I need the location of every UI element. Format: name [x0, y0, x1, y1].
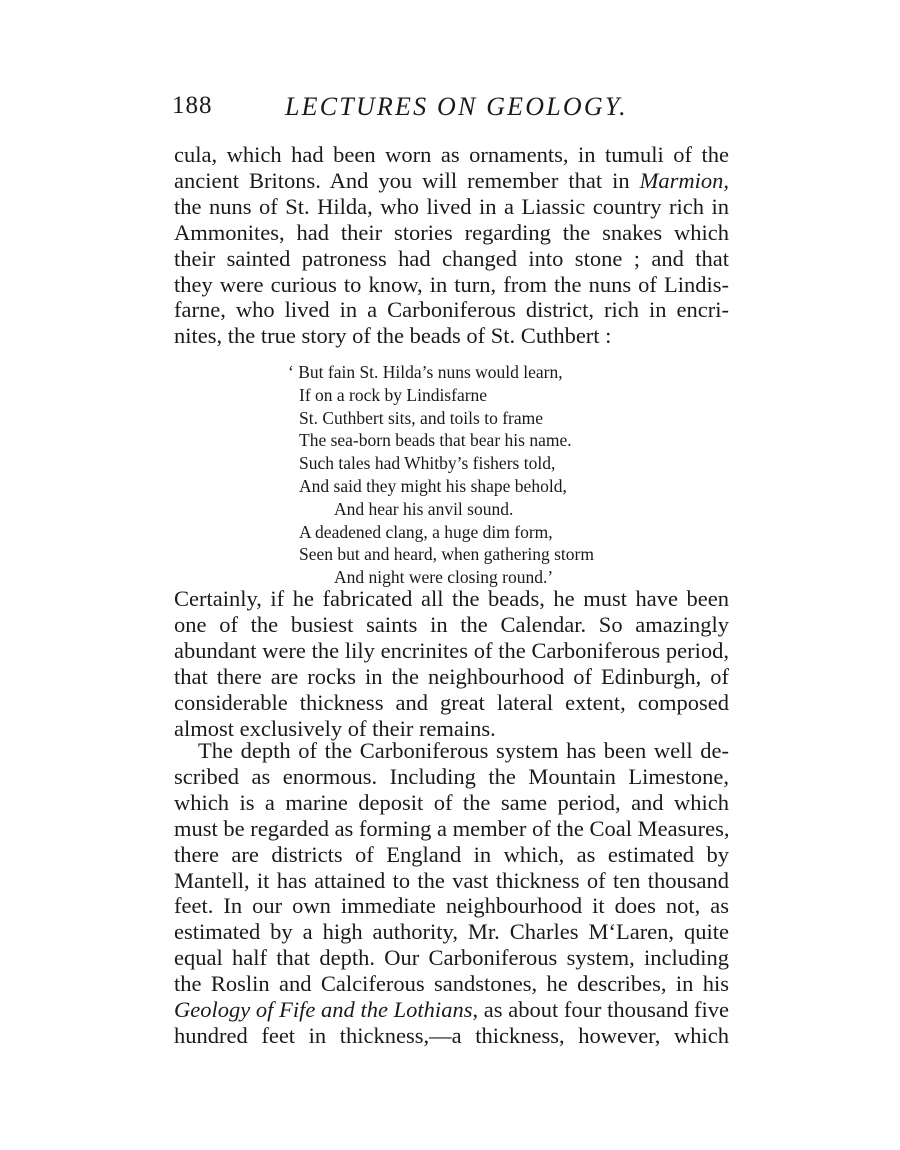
verse-line: The sea-born beads that bear his name. [299, 430, 572, 451]
verse-line: St. Cuthbert sits, and toils to frame [299, 407, 544, 428]
verse-quotation [288, 361, 688, 589]
text-line: hundred feet in thickness,—a thickness, however, which [174, 1022, 729, 1048]
text-line: the nuns of St. Hilda, who lived in a Liassic country rich in [174, 193, 729, 219]
text-line [174, 997, 729, 1023]
text-line: the Roslin and Calciferous sandstones, he describes, in his [174, 971, 729, 997]
verse-line: ‘ But fain St. Hilda’s nuns would learn, [288, 362, 563, 382]
text-line: must be regarded as forming a member of the Coal Measures, [174, 815, 730, 841]
text-line: which is a marine deposit of the same period, and which [174, 789, 729, 815]
running-head [172, 92, 732, 126]
text-line: one of the busiest saints in the Calendar. So amazingly [174, 611, 729, 637]
verse-line: Such tales had Whitby’s fishers told, [299, 453, 556, 474]
italic-book-title: Geology of Fife and the Lothians [174, 997, 473, 1023]
text-run: , as about four thousand five [472, 997, 729, 1023]
text-line: Ammonites, had their stories regarding the snakes which [174, 219, 729, 245]
verse-line: And hear his anvil sound. [334, 498, 514, 519]
verse-line: Seen but and heard, when gathering storm [299, 544, 594, 565]
text-line: their sainted patroness had changed into stone ; and that [174, 245, 729, 271]
text-line: scribed as enormous. Including the Mountain Limestone, [174, 763, 729, 789]
text-line: feet. In our own immediate neighbourhood it does not, as [174, 893, 729, 919]
paragraph-continuation [174, 142, 729, 349]
text-line: estimated by a high authority, Mr. Charles M‘Laren, quite [174, 919, 729, 945]
text-line: The depth of the Carboniferous system has been well de- [198, 738, 729, 763]
text-line: that there are rocks in the neighbourhood of Edinburgh, of [174, 663, 729, 689]
text-line: Mantell, it has attained to the vast thickness of ten thousand [174, 867, 729, 893]
verse-line: A deadened clang, a huge dim form, [299, 521, 553, 542]
verse-line: And said they might his shape behold, [299, 475, 567, 496]
verse-line: And night were closing round.’ [334, 567, 554, 588]
text-line: cula, which had been worn as ornaments, in tumuli of the [174, 142, 729, 167]
paragraph-certainly [174, 586, 729, 741]
text-line: considerable thickness and great lateral extent, composed [174, 689, 729, 715]
text-line: abundant were the lily encrinites of the Carboniferous period, [174, 637, 729, 663]
running-title: LECTURES ON GEOLOGY. [285, 92, 628, 121]
text-line [174, 168, 729, 194]
paragraph-depth [174, 738, 729, 1049]
italic-title-marmion: Marmion, [639, 167, 729, 193]
text-run: ancient Britons. And you will remember that in [174, 167, 640, 193]
text-line: Certainly, if he fabricated all the beads, he must have been [174, 586, 729, 611]
text-line: equal half that depth. Our Carboniferous system, including [174, 945, 729, 971]
verse-line: If on a rock by Lindisfarne [299, 384, 488, 405]
text-line: almost exclusively of their remains. [174, 715, 496, 741]
text-line: farne, who lived in a Carboniferous district, rich in encri- [174, 297, 729, 323]
text-line: there are districts of England in which, as estimated by [174, 841, 729, 867]
page-number: 188 [172, 92, 213, 119]
text-line: nites, the true story of the beads of St. Cuthbert : [174, 323, 612, 349]
text-line: they were curious to know, in turn, from the nuns of Lindis- [174, 271, 729, 297]
